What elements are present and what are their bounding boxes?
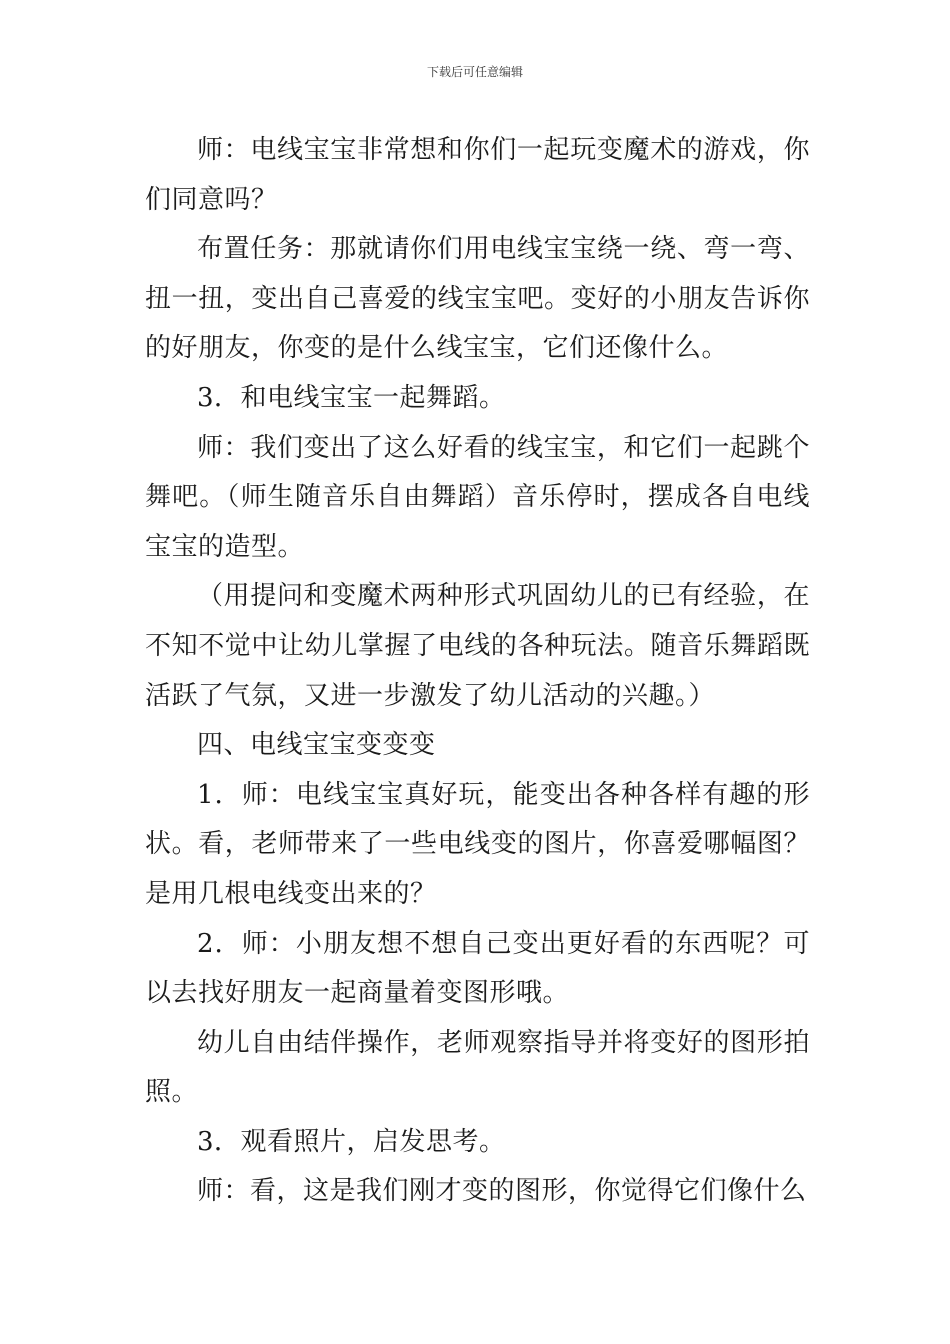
page-header: 下载后可任意编辑: [426, 65, 523, 79]
paragraph: 布置任务：那就请你们用电线宝宝绕一绕、弯一弯、扭一扭，变出自己喜爱的线宝宝吧。变好的小朋友告诉你的好朋友，你变的是什么线宝宝，它们还像什么。: [145, 234, 810, 364]
paragraph: 2．师：小朋友想不想自己变出更好看的东西呢？可以去找好朋友一起商量着变图形哦。: [145, 928, 810, 1009]
paragraph: 师：我们变出了这么好看的线宝宝，和它们一起跳个舞吧。（师生随音乐自由舞蹈）音乐停时，摆成各自电线宝宝的造型。: [145, 432, 810, 562]
paragraph: 幼儿自由结伴操作，老师观察指导并将变好的图形拍照。: [145, 1027, 810, 1108]
paragraph: 师：看，这是我们刚才变的图形，你觉得它们像什么: [197, 1176, 807, 1207]
paragraph: 1．师：电线宝宝真好玩，能变出各种各样有趣的形状。看，老师带来了一些电线变的图片，你喜爱哪幅图？是用几根电线变出来的？: [145, 779, 810, 909]
paragraph: 3．和电线宝宝一起舞蹈。: [197, 382, 506, 413]
section-heading: 四、电线宝宝变变变: [197, 730, 436, 761]
paragraph: 3．观看照片，启发思考。: [197, 1126, 506, 1157]
paragraph: （用提问和变魔术两种形式巩固幼儿的已有经验，在不知不觉中让幼儿掌握了电线的各种玩法。随音乐舞蹈既活跃了气氛，又进一步激发了幼儿活动的兴趣。）: [145, 581, 810, 711]
document-body: [145, 126, 810, 1217]
paragraph: 师：电线宝宝非常想和你们一起玩变魔术的游戏，你们同意吗？: [145, 135, 810, 215]
